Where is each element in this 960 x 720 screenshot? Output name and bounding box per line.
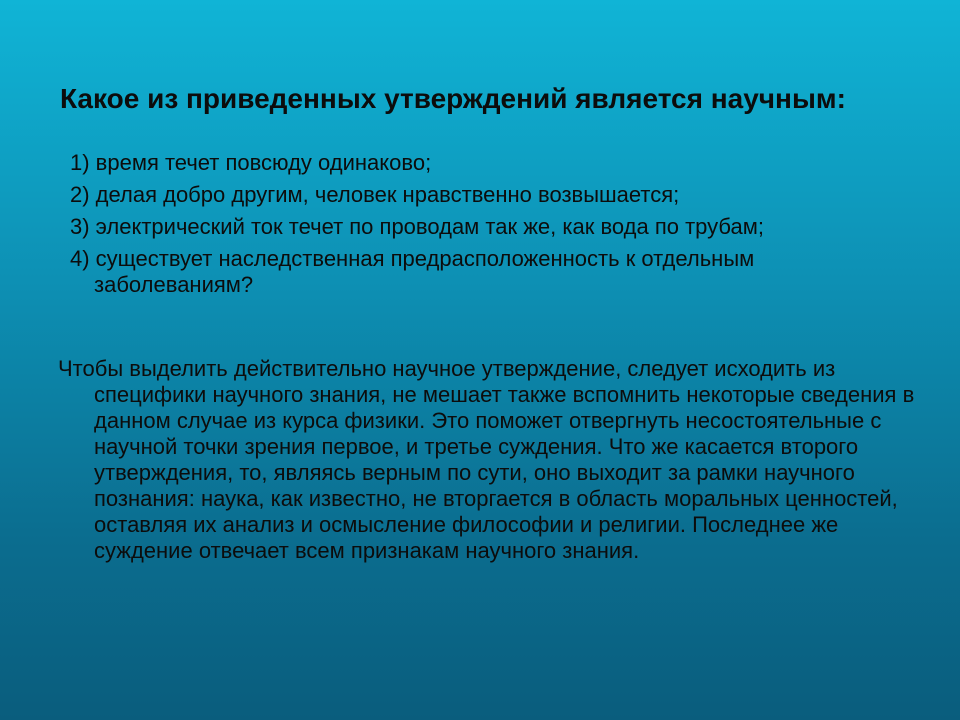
answer-option-2: 2) делая добро другим, человек нравственно возвышается; [70, 182, 680, 207]
answer-option-3: 3) электрический ток течет по проводам так же, как вода по трубам; [70, 214, 764, 239]
answer-option-1: 1) время течет повсюду одинаково; [70, 150, 432, 175]
answer-options-list [70, 150, 830, 304]
question-heading: Какое из приведенных утверждений является научным: [60, 83, 846, 114]
explanation-paragraph: Чтобы выделить действительно научное утверждение, следует исходить из специфики научного знания, не мешает также вспомнить некоторые сведения в данном случае из курса физики. Это поможет отвергнуть несостоятельные с научной точки зрения первое, и третье суждения. Что же касается второго утверждения, то, являясь верным по сути, оно выходит за рамки научного познания: наука, как известно, не вторгается в область моральных ценностей, оставляя их анализ и осмысление философии и религии. Последнее же суждение отвечает всем признакам научного знания. [58, 356, 915, 563]
answer-option-4: 4) существует наследственная предрасположенность к отдельным заболеваниям? [70, 246, 755, 297]
